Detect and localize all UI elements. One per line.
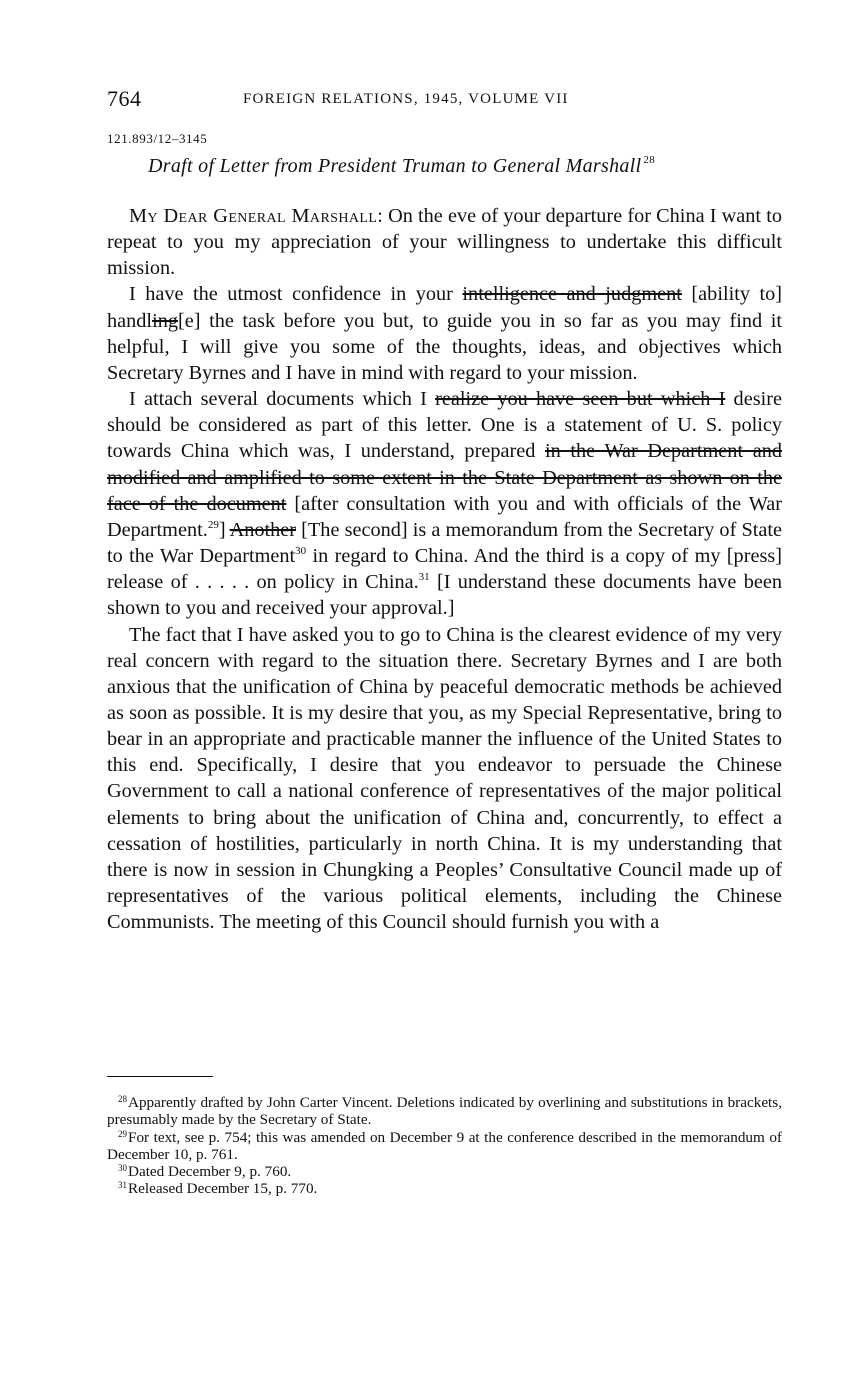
deleted-text: ing <box>152 309 178 332</box>
footnote-28 <box>107 1094 782 1129</box>
footnote-number: 28 <box>118 1094 127 1104</box>
footnote-text: Dated December 9, p. 760. <box>128 1163 292 1181</box>
footnote-text: Released December 15, p. 770. <box>128 1180 318 1198</box>
footnote-30 <box>107 1163 782 1180</box>
paragraph-text: [I understand these documents have been shown to you and received your approval.] <box>107 571 782 620</box>
paragraph-text: [The second] is a memorandum from the Secretary of State to the War Department <box>107 518 782 568</box>
paragraph-text: On the eve of your departure for China I want to repeat to you my appreciation of your willingness to undertake this difficult mission. <box>107 205 782 280</box>
deleted-text: in the War Department and modified and amplified to some extent in the State Department as shown on the face of the document <box>107 440 782 515</box>
footnote-31 <box>107 1180 782 1197</box>
deleted-text: realize you have seen but which I <box>435 388 726 411</box>
footnote-text: For text, see p. 754; this was amended on December 9 at the conference described in the memorandum of December 10, p. 761. <box>107 1128 782 1163</box>
paragraph-3 <box>107 386 782 621</box>
running-head: FOREIGN RELATIONS, 1945, VOLUME VII <box>243 91 569 107</box>
paragraph-4 <box>107 622 782 936</box>
footnote-number: 29 <box>118 1128 127 1139</box>
footnote-29 <box>107 1129 782 1164</box>
deleted-text: intelligence and judgment <box>462 283 682 306</box>
footnote-ref: 29 <box>207 518 219 531</box>
page-header <box>107 86 787 116</box>
paragraph-2 <box>107 281 782 386</box>
paragraph-text: I have the utmost confidence in your <box>129 283 463 306</box>
footnote-number: 31 <box>118 1180 127 1191</box>
paragraph-text: [e] the task before you but, to guide you in so far as you may find it helpful, I will give you some of the thoughts, ideas, and objectives which Secretary Byrnes and I have in mind with regard to your mission. <box>107 309 782 384</box>
paragraph-text: desire should be considered as part of this letter. One is a statement of U. S. policy towards China which was, I understand, prepared <box>107 388 782 463</box>
salutation-colon: : <box>377 205 383 227</box>
paragraph-1 <box>107 203 782 281</box>
footnotes <box>107 1094 782 1198</box>
paragraph-text: [ability to] handl <box>107 283 783 332</box>
letter-body <box>107 203 782 935</box>
paragraph-text: I attach several documents which I <box>129 388 436 411</box>
deleted-text: Another <box>229 518 297 541</box>
paragraph-text: ] <box>218 518 230 541</box>
footnote-ref: 28 <box>643 154 656 166</box>
document-title-text: Draft of Letter from President Truman to General Marshall <box>148 155 642 177</box>
page-number: 764 <box>107 86 142 111</box>
footnote-ref: 31 <box>418 571 430 584</box>
file-number: 121.893/12–3145 <box>107 131 208 146</box>
footnote-ref: 30 <box>295 545 307 558</box>
salutation: My Dear General Marshall <box>129 205 378 227</box>
paragraph-text: The fact that I have asked you to go to China is the clearest evidence of my very real concern with regard to the situation there. Secretary Byrnes and I are both anxious that the unification of China by peaceful democratic methods be achieved as soon as possible. It is my desire that you, as my Special Representative, bring to bear in an appropriate and practicable manner the influence of the United States to this end. Specifically, I desire that you endeavor to persuade the Chinese Government to call a national conference of representatives of the major political elements to bring about the unification of China and, concurrently, to effect a cessation of hostilities, particularly in north China. It is my understanding that there is now in session in Chungking a Peoples’ Consultative Council made up of representatives of the various political elements, including the Chinese Communists. The meeting of this Council should furnish you with a <box>107 623 782 934</box>
paragraph-text: in regard to China. And the third is a copy of my [press] release of . . . . . on policy in China. <box>107 545 782 594</box>
footnote-text: Apparently drafted by John Carter Vincent. Deletions indicated by overlining and substitutions in brackets, presumably made by the Secretary of State. <box>107 1094 782 1129</box>
paragraph-text: [after consultation with you and with officials of the War Department. <box>107 492 782 541</box>
footnote-number: 30 <box>118 1163 127 1174</box>
footnote-divider <box>107 1076 213 1077</box>
document-title <box>148 154 655 178</box>
